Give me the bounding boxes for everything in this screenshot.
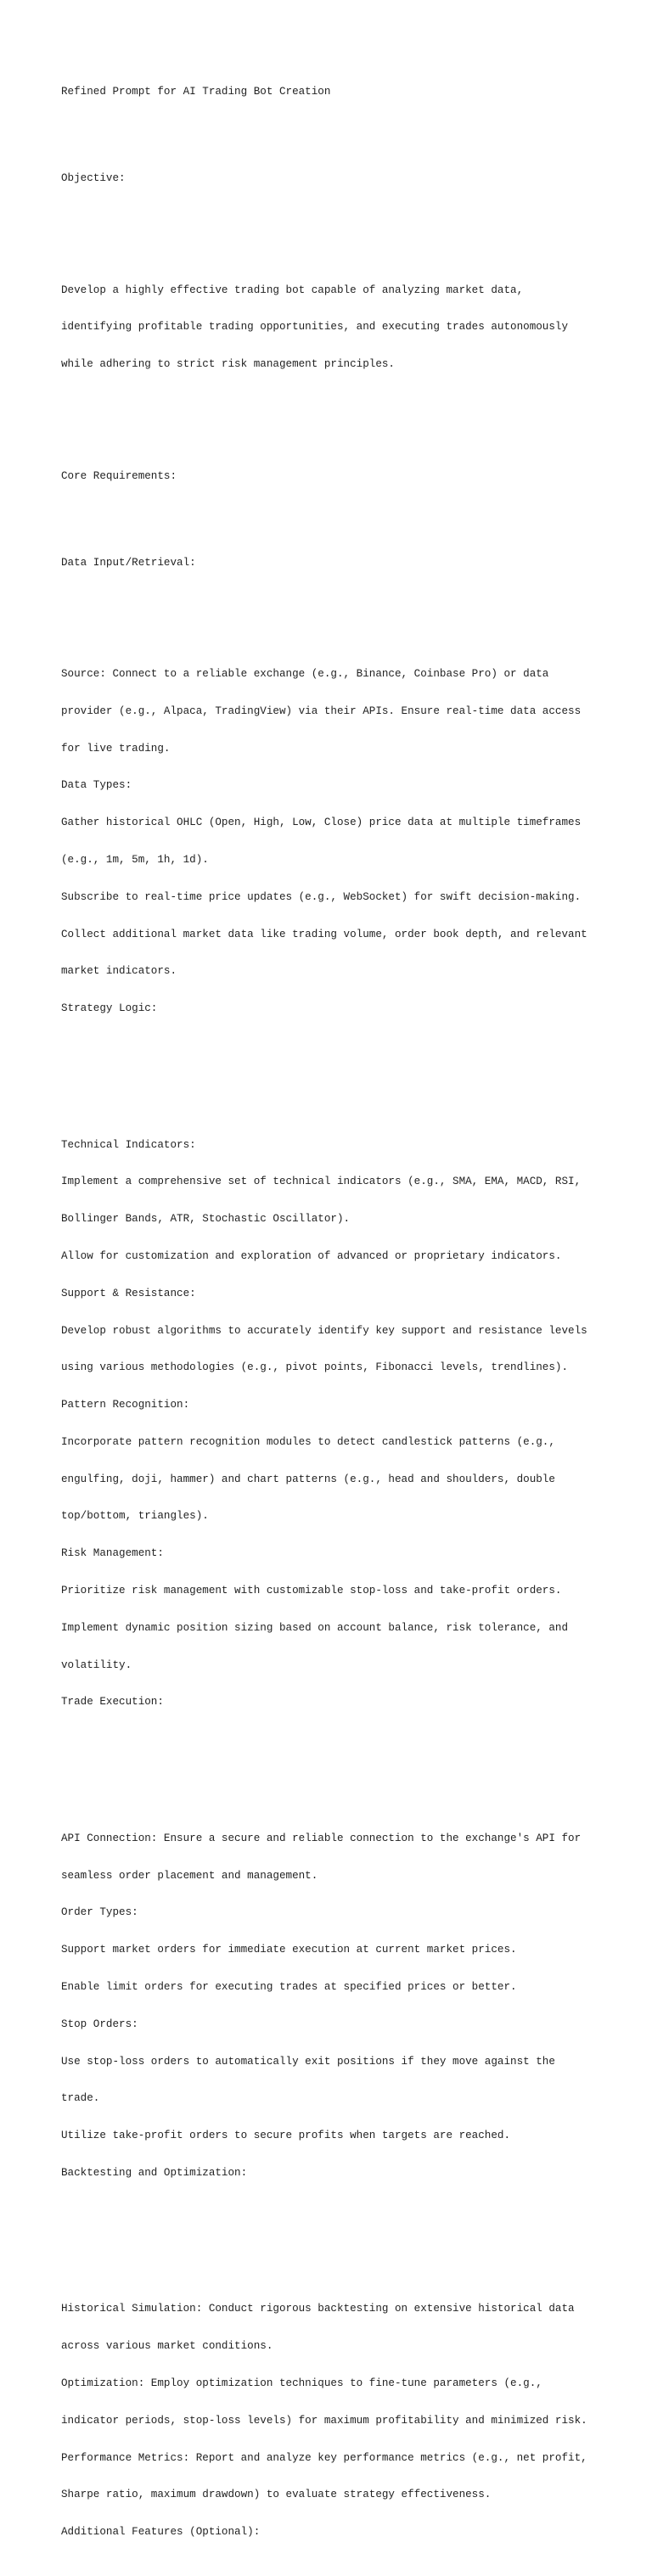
core-requirements-heading: Core Requirements: — [61, 469, 177, 482]
text-line: Historical Simulation: Conduct rigorous backtesting on extensive historical data — [61, 2303, 575, 2315]
text-line: across various market conditions. — [61, 2340, 273, 2353]
text-line: volatility. — [61, 1658, 132, 1671]
text-line: Stop Orders: — [61, 2018, 138, 2030]
text-line: identifying profitable trading opportunities, and executing trades autonomously — [61, 321, 569, 334]
text-line: Allow for customization and exploration of advanced or proprietary indicators. — [61, 1250, 562, 1262]
text-line: market indicators. — [61, 965, 177, 978]
text-line: Implement dynamic position sizing based on account balance, risk tolerance, and — [61, 1621, 569, 1634]
blank-line — [61, 210, 604, 222]
text-line: Additional Features (Optional): — [61, 2526, 261, 2539]
text-line: Bollinger Bands, ATR, Stochastic Oscillator). — [61, 1213, 351, 1226]
document-title: Refined Prompt for AI Trading Bot Creation — [61, 86, 331, 98]
blank-line — [61, 1064, 604, 1077]
text-line: Incorporate pattern recognition modules to detect candlestick patterns (e.g., — [61, 1435, 555, 1448]
blank-line — [61, 507, 604, 519]
text-line: Trade Execution: — [61, 1696, 164, 1709]
text-line: Implement a comprehensive set of technical indicators (e.g., SMA, EMA, MACD, RSI, — [61, 1176, 582, 1188]
text-line: provider (e.g., Alpaca, TradingView) via their APIs. Ensure real-time data access — [61, 704, 582, 717]
text-line: Support market orders for immediate execution at current market prices. — [61, 1944, 517, 1956]
text-line: using various methodologies (e.g., pivot points, Fibonacci levels, trendlines). — [61, 1361, 569, 1374]
text-line: Develop a highly effective trading bot capable of analyzing market data, — [61, 283, 524, 296]
text-line: Optimization: Employ optimization techniques to fine-tune parameters (e.g., — [61, 2377, 542, 2390]
blank-line — [61, 123, 604, 136]
text-line: Collect additional market data like trading volume, order book depth, and relevant — [61, 928, 587, 940]
text-line: Source: Connect to a reliable exchange (e.g., Binance, Coinbase Pro) or data — [61, 668, 549, 681]
text-line: Pattern Recognition: — [61, 1399, 190, 1411]
text-line: while adhering to strict risk management principles. — [61, 358, 395, 371]
text-line: Data Types: — [61, 779, 132, 792]
text-line: Sharpe ratio, maximum drawdown) to evaluate strategy effectiveness. — [61, 2489, 492, 2501]
text-line: Prioritize risk management with customizable stop-loss and take-profit orders. — [61, 1585, 562, 1597]
data-input-heading: Data Input/Retrieval: — [61, 556, 196, 569]
blank-line — [61, 420, 604, 433]
text-line: Support & Resistance: — [61, 1287, 196, 1299]
trade-execution-section — [61, 1808, 604, 2204]
data-input-section — [61, 643, 604, 1040]
text-line: seamless order placement and management. — [61, 1869, 318, 1882]
text-line: Develop robust algorithms to accurately identify key support and resistance levels — [61, 1324, 587, 1337]
text-line: Gather historical OHLC (Open, High, Low, Close) price data at multiple timeframes — [61, 817, 582, 829]
text-line: Backtesting and Optimization: — [61, 2166, 248, 2179]
backtesting-section — [61, 2278, 604, 2563]
text-line: Order Types: — [61, 1906, 138, 1919]
blank-line — [61, 2229, 604, 2242]
text-line: Enable limit orders for executing trades at specified prices or better. — [61, 1981, 517, 1994]
text-line: (e.g., 1m, 5m, 1h, 1d). — [61, 854, 209, 866]
text-line: Use stop-loss orders to automatically exit positions if they move against the — [61, 2055, 555, 2068]
blank-line — [61, 594, 604, 607]
objective-heading: Objective: — [61, 172, 126, 185]
text-line: Performance Metrics: Report and analyze key performance metrics (e.g., net profit, — [61, 2451, 587, 2464]
text-line: indicator periods, stop-loss levels) for maximum profitability and minimized risk. — [61, 2414, 587, 2427]
text-line: API Connection: Ensure a secure and reliable connection to the exchange's API for — [61, 1832, 582, 1844]
objective-paragraph — [61, 260, 604, 396]
text-line: Strategy Logic: — [61, 1002, 158, 1015]
text-line: Utilize take-profit orders to secure profits when targets are reached. — [61, 2130, 511, 2142]
text-line: for live trading. — [61, 742, 171, 755]
strategy-section — [61, 1114, 604, 1733]
text-line: engulfing, doji, hammer) and chart patterns (e.g., head and shoulders, double — [61, 1473, 555, 1485]
text-line: Risk Management: — [61, 1547, 164, 1560]
text-line: Technical Indicators: — [61, 1138, 196, 1151]
text-line: trade. — [61, 2092, 100, 2105]
blank-line — [61, 1758, 604, 1771]
text-line: top/bottom, triangles). — [61, 1510, 209, 1523]
text-line: Subscribe to real-time price updates (e.g., WebSocket) for swift decision-making. — [61, 890, 582, 903]
document-page — [61, 61, 604, 2576]
